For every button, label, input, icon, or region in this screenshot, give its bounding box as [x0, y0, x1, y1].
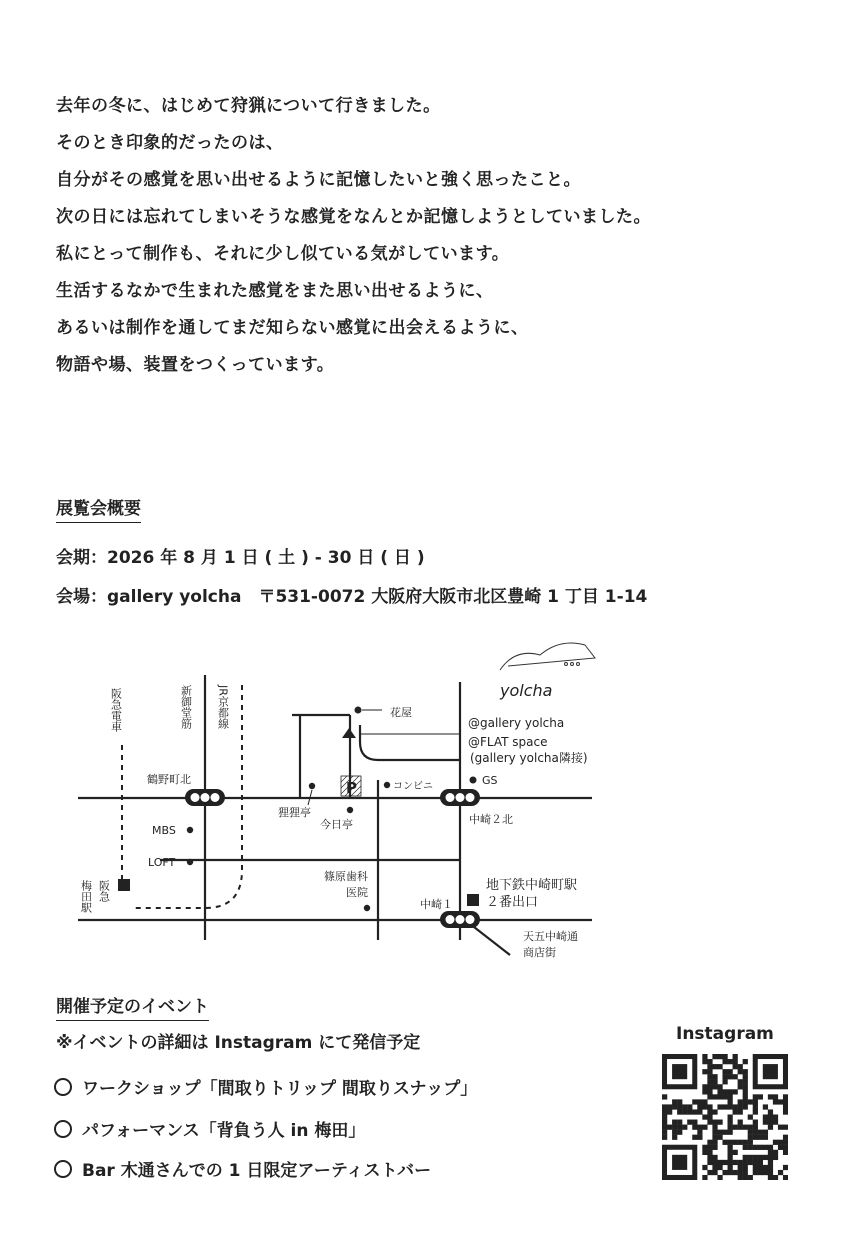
- overview-heading: 展覧会概要: [56, 494, 141, 523]
- map-label-jr: JR京都線: [216, 685, 230, 729]
- map-label-tengo: 天五中崎通: [523, 930, 578, 943]
- circle-bullet-icon: [54, 1160, 72, 1178]
- map-label-hanaya: 花屋: [390, 706, 412, 719]
- map-label-nakazaki1: 中崎１: [420, 898, 453, 911]
- statement: [56, 92, 816, 388]
- events-note: ※イベントの詳細は Instagram にて発信予定: [56, 1033, 421, 1053]
- map-label-umeda: 梅田駅: [79, 880, 93, 913]
- map-label-shinohara: 篠原歯科: [324, 870, 368, 883]
- map-label-konbini: コンビニ: [393, 781, 433, 792]
- statement-line: 次の日には忘れてしまいそうな感覚をなんとか記憶しようとしていました。: [56, 207, 651, 227]
- map-label-nakazaki2: 中崎２北: [469, 813, 513, 826]
- circle-bullet-icon: [54, 1078, 72, 1096]
- map-label-clinic: 医院: [346, 886, 368, 899]
- traffic-light-nakazaki1: [440, 911, 480, 928]
- events-heading: 開催予定のイベント: [56, 992, 209, 1021]
- exhibition-venue: 会場：gallery yolcha 〒531-0072 大阪府大阪市北区豊崎 1 丁目 1-14: [56, 587, 648, 607]
- circle-bullet-icon: [54, 1120, 72, 1138]
- statement-line: 生活するなかで生まれた感覚をまた思い出せるように、: [56, 281, 494, 301]
- yolcha-logo-text: yolcha: [500, 681, 553, 700]
- map-label-gs: GS: [482, 774, 498, 787]
- map-label-shinmido: 新御堂筋: [179, 685, 193, 729]
- access-map: [60, 630, 620, 970]
- map-label-tsurunocho: 鶴野町北: [147, 773, 191, 786]
- statement-line: 物語や場、装置をつくっています。: [56, 355, 335, 375]
- statement-line: あるいは制作を通してまだ知らない感覚に出会えるように、: [56, 318, 529, 338]
- map-label-gallery: @gallery yolcha: [468, 716, 565, 730]
- statement-line: 去年の冬に、はじめて狩猟について行きました。: [56, 96, 441, 116]
- parking-label: P: [346, 779, 357, 797]
- map-label-loft: LOFT: [148, 856, 176, 869]
- event-label: Bar 木通さんでの 1 日限定アーティストバー: [82, 1161, 432, 1181]
- qr-label: Instagram: [676, 1024, 774, 1044]
- map-label-mbs: MBS: [152, 824, 176, 837]
- event-item: [54, 1116, 365, 1141]
- traffic-light-tsurunocho: [185, 789, 225, 806]
- instagram-qr-code[interactable]: [662, 1054, 788, 1180]
- event-item: [54, 1074, 477, 1099]
- parking-icon: [341, 776, 361, 797]
- event-label: ワークショップ「間取りトリップ 間取りスナップ」: [82, 1079, 478, 1099]
- statement-line: そのとき印象的だったのは、: [56, 133, 284, 153]
- event-item: [54, 1156, 431, 1181]
- gallery-marker: [342, 728, 356, 738]
- map-label-adjacent: (gallery yolcha隣接): [470, 751, 588, 765]
- map-label-flat-space: @FLAT space: [468, 735, 548, 749]
- yolcha-logo: [500, 643, 595, 670]
- traffic-light-nakazaki2: [440, 789, 480, 806]
- map-label-subway: 地下鉄中崎町駅: [486, 878, 578, 893]
- statement-line: 自分がその感覚を思い出せるように記憶したいと強く思ったこと。: [56, 170, 581, 190]
- map-label-kyou: 今日亭: [320, 818, 353, 831]
- subway-exit-marker: [467, 894, 479, 906]
- map-label-shotengai: 商店街: [523, 946, 556, 959]
- exhibition-period: 会期：2026 年 8 月 1 日 ( 土 ) - 30 日 ( 日 ): [56, 548, 425, 568]
- map-label-hankyu: 阪急: [97, 880, 111, 902]
- statement-line: 私にとって制作も、それに少し似ている気がしています。: [56, 244, 510, 264]
- map-label-exit: ２番出口: [486, 895, 539, 910]
- umeda-station-marker: [118, 879, 130, 891]
- event-label: パフォーマンス「背負う人 in 梅田」: [82, 1121, 366, 1141]
- map-label-tanuki: 狸狸亭: [278, 806, 311, 819]
- map-label-hankyu-line: 阪急電車: [109, 688, 123, 732]
